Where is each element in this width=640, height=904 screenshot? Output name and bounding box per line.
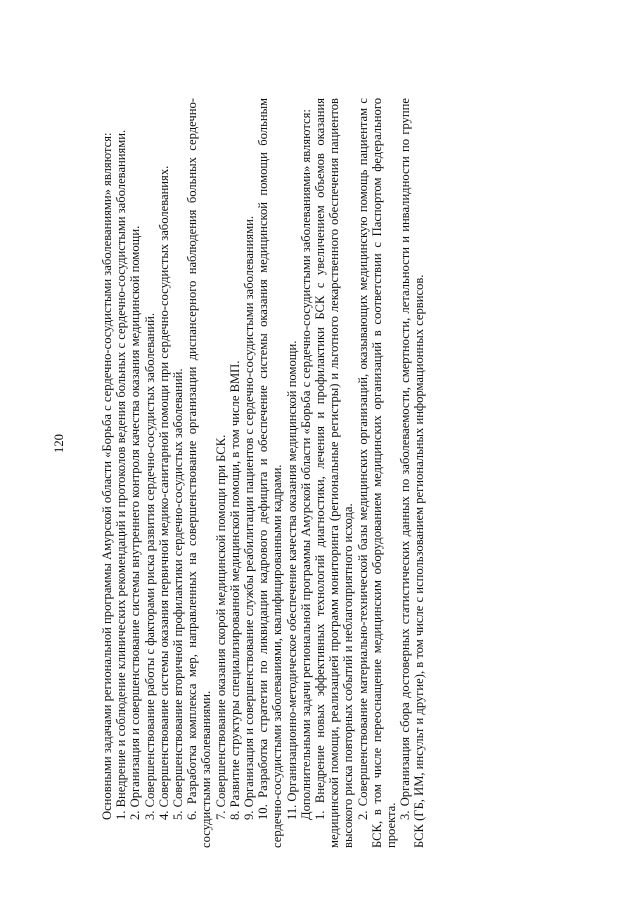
- task-item: 2. Организация и совершенствование системы внутреннего контроля качества оказания медицинской помощи.: [128, 225, 143, 820]
- task-item: 4. Совершенствование системы оказания первичной медико-санитарной помощи при сердечно-сосудистых заболеваниях.: [156, 165, 171, 820]
- intro-paragraph: Основными задачами региональной программы Амурской области «Борьба с сердечно-сосудистыми заболеваниями» являются:: [100, 132, 114, 820]
- task-item: 7. Совершенствование оказания скорой медицинской помощи при БСК.: [213, 434, 228, 820]
- additional-task-item: 2. Совершенствование материально-технической базы медицинских организаций, оказывающих медицинскую помощь пациентам с БСК, в том числе переоснащение медицинским оборудованием медицинских организаций в соответствии с Паспортом федерального проекта.: [355, 98, 399, 848]
- additional-task-item: 3. Организация сбора достоверных статистических данных по заболеваемости, смертности, летальности и инвалидности по группе БСК (ГБ, ИМ, инсульт и другие), в том числе с использованием региональных информационных сервисов.: [398, 98, 427, 848]
- task-item: 5. Совершенствование вторичной профилактики сердечно-сосудистых заболеваний.: [171, 368, 186, 820]
- page-number: 120: [51, 434, 66, 453]
- additional-task-item: 1. Внедрение новых эффективных технологий диагностики, лечения и профилактики БСК с увеличением объемов оказания медицинской помощи, реализацией программ мониторинга (региональные регистры) и льготного лекарственного обеспечения пациентов высокого риска повторных событий и неблагоприятного исхода.: [313, 98, 356, 848]
- task-item: 11. Организационно-методическое обеспечение качества оказания медицинской помощи.: [284, 340, 299, 820]
- task-item: 3. Совершенствование работы с факторами риска развития сердечно-сосудистых заболеваний.: [142, 313, 157, 820]
- document-body: [100, 98, 560, 848]
- task-item: 9. Организация и совершенствование службы реабилитации пациентов с сердечно-сосудистыми заболеваниями.: [242, 215, 257, 820]
- task-item: 10. Разработка стратегии по ликвидации кадрового дефицита и обеспечение системы оказания медицинской помощи больным сердечно-сосудистыми заболеваниями, квалифицированными кадрами.: [256, 98, 285, 848]
- task-item: 8. Развитие структуры специализированной медицинской помощи, в том числе ВМП.: [227, 360, 242, 820]
- task-item: 6. Разработка комплекса мер, направленных на совершенствование организации диспансерного наблюдения больных сердечно-сосудистыми заболеваниями.: [185, 98, 214, 848]
- task-item: 1. Внедрение и соблюдение клинических рекомендаций и протоколов ведения больных с сердечно-сосудистыми заболеваниями.: [114, 129, 129, 820]
- additional-intro-paragraph: Дополнительными задачи региональной программы Амурской области «Борьба с сердечно-сосудистыми заболеваниями» являются:: [298, 109, 313, 820]
